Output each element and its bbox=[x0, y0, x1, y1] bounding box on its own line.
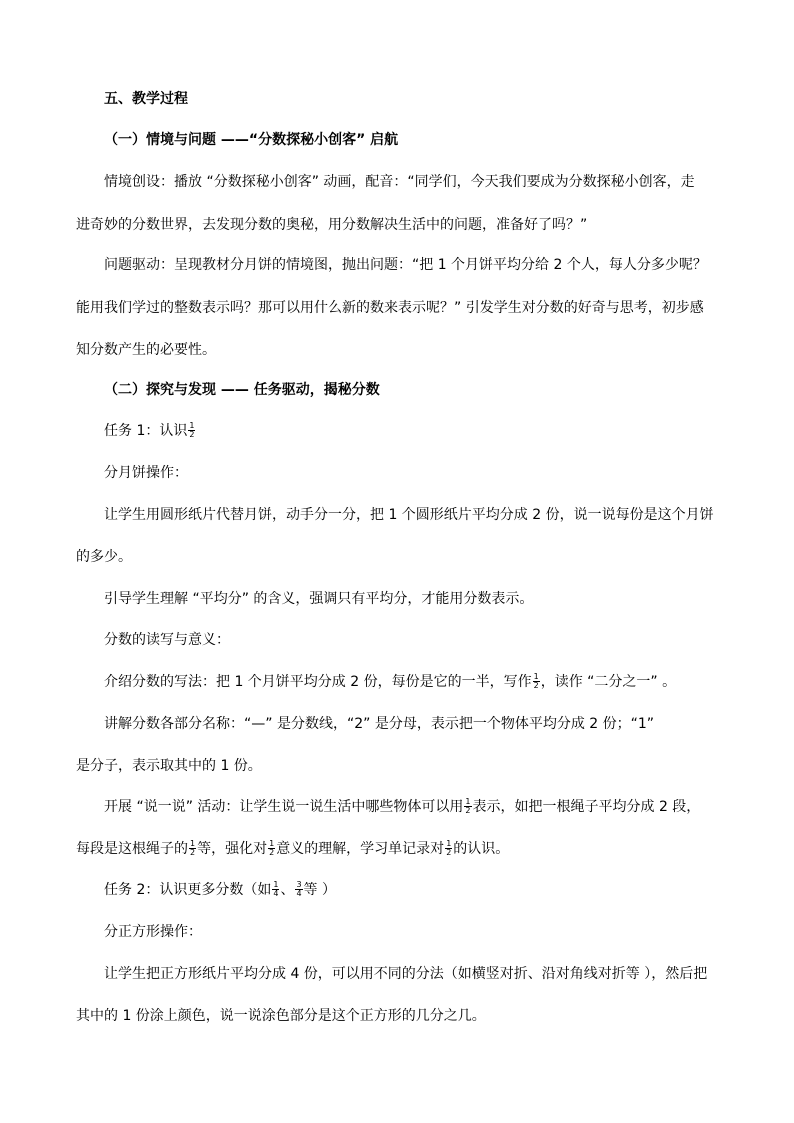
meaning-heading: 分数的读写与意义： bbox=[104, 632, 230, 648]
activity-line-2: 每段是这根绳子的 $\frac{1}{2}$ 等，强化对 $\frac{1}{2}$ 意义的理解，学习单记录对 $\frac{1}{2}$ 的认识。 bbox=[76, 838, 510, 857]
explain-line-1: 讲解分数各部分名称：“—” 是分数线，“2” 是分母，表示把一个物体平均分成 2 份；“1” bbox=[104, 716, 655, 732]
scenario-line-1: 情境创设：播放 “分数探秘小创客” 动画，配音：“同学们，今天我们要成为分数探秘小创客，走 bbox=[104, 174, 695, 190]
task2-heading: 任务 2：认识更多分数（如 $\frac{1}{4}$ 、 $\frac{3}{4}$ 等 ） bbox=[104, 879, 336, 898]
explain-line-2: 是分子，表示取其中的 1 份。 bbox=[76, 758, 262, 774]
task1-heading bbox=[104, 422, 196, 440]
problem-line-2: 能用我们学过的整数表示吗？那可以用什么新的数来表示呢？” 引发学生对分数的好奇与思考，初步感 bbox=[76, 300, 704, 316]
fraction-one-quarter: $\frac{1}{4}$ bbox=[273, 879, 279, 898]
problem-line-1: 问题驱动：呈现教材分月饼的情境图，抛出问题：“把 1 个月饼平均分给 2 个人，每人分多少呢？ bbox=[104, 257, 707, 273]
problem-line-3: 知分数产生的必要性。 bbox=[76, 342, 216, 358]
part2-heading: （二）探究与发现 —— 任务驱动，揭秘分数 bbox=[104, 382, 380, 398]
fraction-one-half: $\frac{1}{2}$ bbox=[533, 671, 539, 690]
square-line-2: 其中的 1 份涂上颜色，说一说涂色部分是这个正方形的几分之几。 bbox=[76, 1008, 486, 1024]
fraction-one-half: $\frac{1}{2}$ bbox=[446, 838, 452, 857]
square-heading: 分正方形操作： bbox=[104, 924, 202, 940]
fraction-one-half: $\frac{1}{2}$ bbox=[189, 420, 195, 439]
part1-heading bbox=[104, 131, 398, 149]
mooncake-heading: 分月饼操作： bbox=[104, 465, 188, 481]
fraction-one-half: $\frac{1}{2}$ bbox=[190, 838, 196, 857]
fraction-three-quarters: $\frac{3}{4}$ bbox=[296, 879, 302, 898]
task1-label: 任务 1：认识 bbox=[104, 423, 188, 439]
scenario-line-2: 进奇妙的分数世界，去发现分数的奥秘，用分数解决生活中的问题，准备好了吗？” bbox=[76, 217, 588, 233]
activity-line-1: 开展 “说一说” 活动：让学生说一说生活中哪些物体可以用 $\frac{1}{2}$ 表示，如把一根绳子平均分成 2 段， bbox=[104, 796, 701, 815]
square-line-1: 让学生把正方形纸片平均分成 4 份，可以用不同的分法（如横竖对折、沿对角线对折等 ），然后把 bbox=[104, 966, 708, 982]
guide-line: 引导学生理解 “平均分” 的含义，强调只有平均分，才能用分数表示。 bbox=[104, 591, 534, 607]
fraction-one-half: $\frac{1}{2}$ bbox=[269, 838, 275, 857]
fraction-one-half: $\frac{1}{2}$ bbox=[465, 796, 471, 815]
section-heading: 五、教学过程 bbox=[104, 91, 188, 107]
part1-heading-title: “分数探秘小创客” bbox=[248, 132, 366, 148]
intro-line: 介绍分数的写法：把 1 个月饼平均分成 2 份，每份是它的一半，写作 $\frac{1}{2}$ ，读作 “二分之一” 。 bbox=[104, 671, 677, 690]
part1-heading-prefix: （一）情境与问题 —— bbox=[104, 132, 249, 148]
mooncake-line-1: 让学生用圆形纸片代替月饼，动手分一分，把 1 个圆形纸片平均分成 2 份，说一说每份是这个月饼 bbox=[104, 507, 714, 523]
mooncake-line-2: 的多少。 bbox=[76, 549, 132, 565]
part1-heading-suffix: 启航 bbox=[365, 132, 399, 148]
